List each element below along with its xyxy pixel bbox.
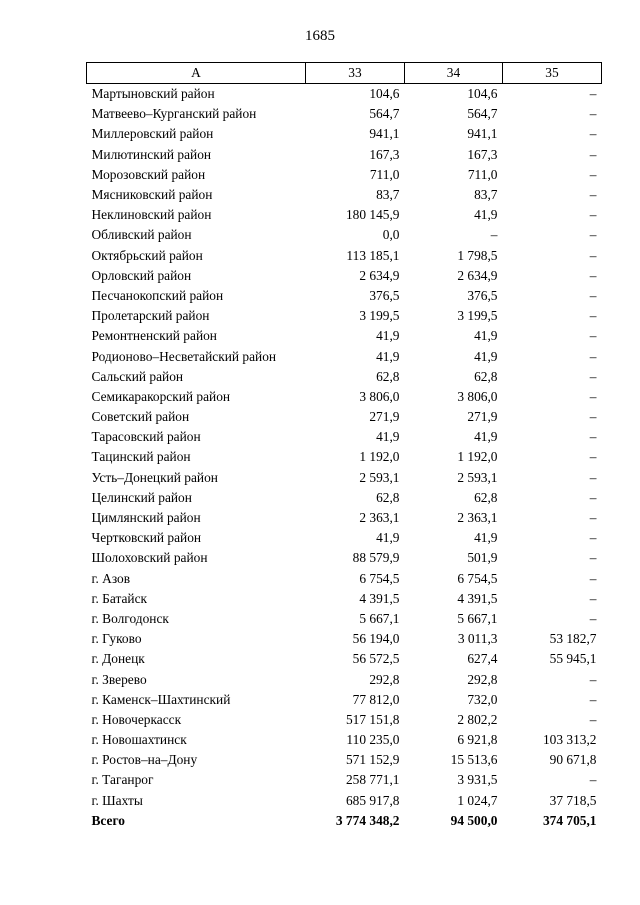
col-34-cell: 376,5 <box>467 287 498 303</box>
col-35-cell: – <box>589 368 597 384</box>
col-35-cell: – <box>589 610 597 626</box>
table-row <box>87 367 602 387</box>
table-row <box>87 508 602 528</box>
col-33-cell: 56 194,0 <box>352 631 400 647</box>
col-34-cell: 2 593,1 <box>457 469 498 485</box>
col-35-cell: – <box>589 308 597 324</box>
col-35-cell: – <box>589 711 597 727</box>
header-cell-a: А <box>87 63 306 84</box>
col-35-cell: – <box>589 348 597 364</box>
col-33-cell: 292,8 <box>369 671 400 687</box>
col-34-cell: 167,3 <box>467 146 498 162</box>
table-row <box>87 528 602 548</box>
col-33-cell: 5 667,1 <box>359 610 400 626</box>
row-name-cell: г. Батайск <box>91 590 148 606</box>
col-35-cell: – <box>589 267 597 283</box>
col-34-cell: 501,9 <box>467 550 498 566</box>
table-body <box>87 84 602 831</box>
col-33-cell: 941,1 <box>369 126 400 142</box>
col-35-cell: – <box>589 530 597 546</box>
row-name-cell: Орловский район <box>91 267 192 283</box>
row-name-cell: г. Шахты <box>91 792 143 808</box>
col-35-cell: – <box>589 328 597 344</box>
col-35-cell: 55 945,1 <box>549 651 597 667</box>
table-row <box>87 185 602 205</box>
col-33-cell: 62,8 <box>376 489 400 505</box>
col-35-cell: – <box>589 469 597 485</box>
row-name-cell: Неклиновский район <box>91 207 212 223</box>
col-35-cell: – <box>589 772 597 788</box>
row-name-cell: г. Гуково <box>91 631 142 647</box>
table-header-row <box>87 63 602 84</box>
col-35-cell: 53 182,7 <box>549 631 597 647</box>
col-35-cell: – <box>589 287 597 303</box>
col-35-cell: 37 718,5 <box>549 792 597 808</box>
col-33-cell: 2 593,1 <box>359 469 400 485</box>
col-35-cell: – <box>589 590 597 606</box>
row-name-cell: Чертковский район <box>91 530 202 546</box>
col-33-cell: 564,7 <box>369 106 400 122</box>
table-row <box>87 710 602 730</box>
col-35-cell: – <box>589 227 597 243</box>
col-33-cell: 3 774 348,2 <box>335 812 400 828</box>
col-33-cell: 711,0 <box>369 166 400 182</box>
row-name-cell: Миллеровский район <box>91 126 214 142</box>
col-34-cell: 62,8 <box>474 489 498 505</box>
table-row <box>87 427 602 447</box>
col-33-cell: 376,5 <box>369 287 400 303</box>
row-name-cell: Тарасовский район <box>91 429 201 445</box>
col-35-cell: – <box>589 550 597 566</box>
col-33-cell: 685 917,8 <box>345 792 400 808</box>
col-33-cell: 271,9 <box>369 409 400 425</box>
col-33-cell: 3 806,0 <box>359 388 400 404</box>
col-35-cell: – <box>589 429 597 445</box>
col-34-cell: 62,8 <box>474 368 498 384</box>
table-row <box>87 629 602 649</box>
row-name-cell: г. Таганрог <box>91 772 154 788</box>
col-33-cell: 571 152,9 <box>345 752 400 768</box>
row-name-cell: Матвеево–Курганский район <box>91 106 257 122</box>
table-row <box>87 447 602 467</box>
col-34-cell: 83,7 <box>474 187 498 203</box>
table-row <box>87 306 602 326</box>
col-34-cell: 732,0 <box>467 691 498 707</box>
row-name-cell: г. Каменск–Шахтинский <box>91 691 231 707</box>
row-name-cell: Советский район <box>91 409 190 425</box>
col-33-cell: 83,7 <box>376 187 400 203</box>
col-33-cell: 517 151,8 <box>345 711 400 727</box>
header-cell-35: 35 <box>503 63 602 84</box>
col-35-cell: – <box>589 247 597 263</box>
table-row <box>87 266 602 286</box>
col-34-cell: 1 024,7 <box>457 792 498 808</box>
col-35-cell: 374 705,1 <box>542 812 597 828</box>
row-name-cell: Мясниковский район <box>91 187 213 203</box>
col-34-cell: 627,4 <box>467 651 498 667</box>
col-34-cell: 3 806,0 <box>457 388 498 404</box>
table-row <box>87 407 602 427</box>
table-row <box>87 468 602 488</box>
col-33-cell: 0,0 <box>382 227 400 243</box>
col-33-cell: 62,8 <box>376 368 400 384</box>
col-35-cell: – <box>589 691 597 707</box>
row-name-cell: Усть–Донецкий район <box>91 469 218 485</box>
col-34-cell: 2 802,2 <box>457 711 498 727</box>
row-name-cell: г. Новочеркасск <box>91 711 182 727</box>
col-34-cell: – <box>490 227 498 243</box>
col-34-cell: 41,9 <box>474 328 498 344</box>
table-row <box>87 205 602 225</box>
col-34-cell: 3 199,5 <box>457 308 498 324</box>
col-35-cell: – <box>589 671 597 687</box>
table-total-row <box>87 811 602 831</box>
col-35-cell: 103 313,2 <box>542 732 597 748</box>
col-33-cell: 1 192,0 <box>359 449 400 465</box>
col-33-cell: 41,9 <box>376 530 400 546</box>
row-name-cell: Целинский район <box>91 489 192 505</box>
row-name-cell: Милютинский район <box>91 146 212 162</box>
row-name-cell: Семикаракорский район <box>91 388 231 404</box>
col-35-cell: – <box>589 166 597 182</box>
col-33-cell: 110 235,0 <box>346 732 400 748</box>
col-34-cell: 5 667,1 <box>457 610 498 626</box>
col-33-cell: 180 145,9 <box>345 207 400 223</box>
col-34-cell: 941,1 <box>467 126 498 142</box>
col-35-cell: – <box>589 106 597 122</box>
col-34-cell: 94 500,0 <box>450 812 498 828</box>
col-35-cell: – <box>589 489 597 505</box>
table-row <box>87 649 602 669</box>
row-name-cell: Морозовский район <box>91 166 206 182</box>
col-33-cell: 41,9 <box>376 348 400 364</box>
col-34-cell: 104,6 <box>467 86 498 102</box>
col-33-cell: 258 771,1 <box>345 772 400 788</box>
row-name-cell: г. Донецк <box>91 651 145 667</box>
header-cell-34: 34 <box>405 63 503 84</box>
col-35-cell: – <box>589 388 597 404</box>
col-35-cell: – <box>589 146 597 162</box>
row-name-cell: Мартыновский район <box>91 86 215 102</box>
col-33-cell: 41,9 <box>376 328 400 344</box>
row-name-cell: г. Новошахтинск <box>91 732 187 748</box>
col-33-cell: 113 185,1 <box>346 247 400 263</box>
col-34-cell: 6 754,5 <box>457 570 498 586</box>
col-33-cell: 2 363,1 <box>359 510 400 526</box>
col-35-cell: – <box>589 449 597 465</box>
table-row <box>87 286 602 306</box>
page-number: 1685 <box>305 28 335 44</box>
col-35-cell: – <box>589 570 597 586</box>
table-row <box>87 791 602 811</box>
table-row <box>87 246 602 266</box>
col-33-cell: 77 812,0 <box>352 691 400 707</box>
row-name-cell: г. Ростов–на–Дону <box>91 752 198 768</box>
col-34-cell: 15 513,6 <box>450 752 498 768</box>
table-row <box>87 548 602 568</box>
table-row <box>87 387 602 407</box>
row-name-cell: Цимлянский район <box>91 510 201 526</box>
table-row <box>87 669 602 689</box>
col-33-cell: 4 391,5 <box>359 590 400 606</box>
col-33-cell: 3 199,5 <box>359 308 400 324</box>
row-name-cell: Тацинский район <box>91 449 191 465</box>
col-35-cell: – <box>589 86 597 102</box>
col-35-cell: – <box>589 409 597 425</box>
row-name-cell: Октябрьский район <box>91 247 203 263</box>
col-34-cell: 2 363,1 <box>457 510 498 526</box>
row-name-cell: Сальский район <box>91 368 184 384</box>
col-34-cell: 3 931,5 <box>457 772 498 788</box>
col-34-cell: 292,8 <box>467 671 498 687</box>
table-row <box>87 609 602 629</box>
row-name-cell: Пролетарский район <box>91 308 210 324</box>
table-row <box>87 488 602 508</box>
table-row <box>87 750 602 770</box>
row-name-cell: г. Зверево <box>91 671 147 687</box>
col-34-cell: 41,9 <box>474 429 498 445</box>
table-row <box>87 589 602 609</box>
header-cell-33: 33 <box>306 63 405 84</box>
row-name-cell: Обливский район <box>91 227 192 243</box>
col-34-cell: 41,9 <box>474 207 498 223</box>
row-name-cell: Песчанокопский район <box>91 287 224 303</box>
col-35-cell: 90 671,8 <box>549 752 597 768</box>
row-name-cell: Всего <box>91 812 125 828</box>
col-35-cell: – <box>589 126 597 142</box>
col-33-cell: 2 634,9 <box>359 267 400 283</box>
col-34-cell: 1 192,0 <box>457 449 498 465</box>
col-34-cell: 6 921,8 <box>457 732 498 748</box>
col-35-cell: – <box>589 187 597 203</box>
table-row <box>87 569 602 589</box>
table-row <box>87 326 602 346</box>
table-row <box>87 770 602 790</box>
col-33-cell: 6 754,5 <box>359 570 400 586</box>
table-row <box>87 346 602 366</box>
col-33-cell: 167,3 <box>369 146 400 162</box>
row-name-cell: Родионово–Несветайский район <box>91 348 277 364</box>
col-35-cell: – <box>589 207 597 223</box>
col-33-cell: 88 579,9 <box>352 550 400 566</box>
col-33-cell: 41,9 <box>376 429 400 445</box>
table-row <box>87 225 602 245</box>
table-row <box>87 84 602 105</box>
col-34-cell: 564,7 <box>467 106 498 122</box>
table-row <box>87 145 602 165</box>
table-row <box>87 690 602 710</box>
col-34-cell: 2 634,9 <box>457 267 498 283</box>
row-name-cell: г. Азов <box>91 570 131 586</box>
table-row <box>87 165 602 185</box>
col-34-cell: 711,0 <box>467 166 498 182</box>
col-35-cell: – <box>589 510 597 526</box>
col-34-cell: 41,9 <box>474 348 498 364</box>
col-34-cell: 1 798,5 <box>457 247 498 263</box>
row-name-cell: Ремонтненский район <box>91 328 217 344</box>
row-name-cell: Шолоховский район <box>91 550 208 566</box>
data-table <box>86 62 602 831</box>
col-33-cell: 56 572,5 <box>352 651 400 667</box>
col-34-cell: 271,9 <box>467 409 498 425</box>
table-row <box>87 124 602 144</box>
row-name-cell: г. Волгодонск <box>91 610 169 626</box>
table-row <box>87 730 602 750</box>
table-row <box>87 104 602 124</box>
col-34-cell: 41,9 <box>474 530 498 546</box>
col-34-cell: 4 391,5 <box>457 590 498 606</box>
col-34-cell: 3 011,3 <box>457 631 498 647</box>
col-33-cell: 104,6 <box>369 86 400 102</box>
